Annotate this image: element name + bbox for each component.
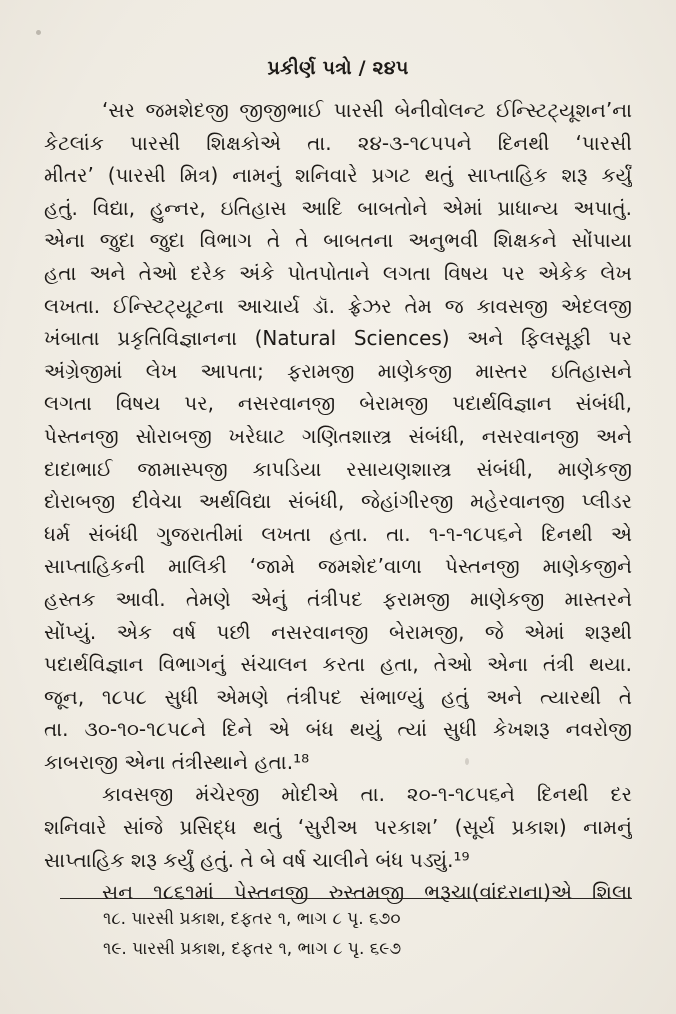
text-line: લખતા. ઈન્સ્ટિટ્યૂટના આચાર્ય ડૉ. ફ્રેઝર તેમ જ કાવસજી એદલજી xyxy=(44,293,632,318)
text-line: દોરાબજી દીવેચા અર્થવિદ્યા સંબંધી, જેહાંગીરજી મહેરવાનજી પ્લીડર xyxy=(44,489,632,514)
text-line: હતું. વિદ્યા, હુન્નર, ઇતિહાસ આદિ બાબતોને એમાં પ્રાધાન્ય અપાતું. xyxy=(44,195,632,220)
text-line: એના જુદા જુદા વિભાગ તે તે બાબતના અનુભવી શિક્ષકને સોંપાયા xyxy=(44,228,632,253)
footnotes xyxy=(103,904,623,964)
text-line: ધર્મ સંબંધી ગુજરાતીમાં લખતા હતા. તા. ૧-૧-૧૮૫૬ને દિનથી એ xyxy=(44,521,632,546)
text-line: અંગ્રેજીમાં લેખ આપતા; ફરામજી માણેકજી માસ્તર ઇતિહાસને xyxy=(44,358,632,383)
text-line: શનિવારે સાંજે પ્રસિદ્ધ થતું ‘સુરીઅ પરકાશ’ (સૂર્ય પ્રકાશ) નામનું xyxy=(44,815,632,840)
text-line: જૂન, ૧૮૫૮ સુધી એમણે તંત્રીપદ સંભાળ્યું હતું અને ત્યારથી તે xyxy=(44,684,632,709)
text-line: કેટલાંક પારસી શિક્ષકોએ તા. ૨૪-૩-૧૮૫૫ને દિનથી ‘પારસી xyxy=(44,130,632,155)
text-line: લગતા વિષય પર, નસરવાનજી બેરામજી પદાર્થવિજ્ઞાન સંબંધી, xyxy=(44,391,632,416)
text-line: હતા અને તેઓ દરેક અંકે પોતપોતાને લગતા વિષય પર એકેક લેખ xyxy=(44,260,632,285)
footnote-19: ૧૯. પારસી પ્રકાશ, દફતર ૧, ભાગ ૮ પૃ. ૬૯૭ xyxy=(103,939,402,959)
paragraph-1 xyxy=(44,94,632,778)
text-line: કાબરાજી એના તંત્રીસ્થાને હતા.¹⁸ xyxy=(44,749,310,774)
text-line: કાવસજી મંચેરજી મોદીએ તા. ૨૦-૧-૧૮૫૬ને દિનથી દર xyxy=(102,782,632,807)
paper-speck xyxy=(36,30,41,35)
text-line: સન ૧૮૬૧માં પેસ્તનજી રુસ્તમજી ભરૂચા(વાંદરાના)એ શિલા xyxy=(102,880,632,905)
paragraph-2 xyxy=(44,778,632,876)
text-line: હસ્તક આવી. તેમણે એનું તંત્રીપદ ફરામજી માણેકજી માસ્તરને xyxy=(44,586,632,611)
page-body xyxy=(44,94,632,909)
text-line: પદાર્થવિજ્ઞાન વિભાગનું સંચાલન કરતા હતા, તેઓ એના તંત્રી થયા. xyxy=(44,652,632,677)
page-header: પ્રકીર્ણ પત્રો / ૨૪૫ xyxy=(267,57,409,79)
text-line: તા. ૩૦-૧૦-૧૮૫૮ને દિને એ બંધ થયું ત્યાં સુધી કેખશરૂ નવરોજી xyxy=(44,717,632,742)
text-line: સાપ્તાહિક શરૂ કર્યું હતું. તે બે વર્ષ ચાલીને બંધ પડ્યું.¹⁹ xyxy=(44,847,470,872)
footnote-divider xyxy=(60,898,632,899)
text-line: સોંપ્યું. એક વર્ષ પછી નસરવાનજી બેરામજી, જે એમાં શરૂથી xyxy=(44,619,632,644)
text-line: દાદાભાઈ જામાસ્પજી કાપડિયા રસાયણશાસ્ત્ર સંબંધી, માણેકજી xyxy=(44,456,632,481)
text-line: મીતર’ (પારસી મિત્ર) નામનું શનિવારે પ્રગટ થતું સાપ્તાહિક શરૂ કર્યું xyxy=(44,163,632,188)
footnote-18: ૧૮. પારસી પ્રકાશ, દફતર ૧, ભાગ ૮ પૃ. ૬૭૦ xyxy=(103,909,401,929)
text-line: ખંબાતા પ્રકૃતિવિજ્ઞાનના (Natural Sciences) અને ફિલસૂફી પર xyxy=(44,326,632,351)
text-line: ‘સર જમશેદજી જીજીભાઈ પારસી બેનીવોલન્ટ ઈન્સ્ટિટ્યૂશન’ના xyxy=(102,98,632,122)
text-line: સાપ્તાહિકની માલિકી ‘જામે જમશેદ’વાળા પેસ્તનજી માણેકજીને xyxy=(44,554,632,579)
text-line: પેસ્તનજી સોરાબજી ખરેઘાટ ગણિતશાસ્ત્ર સંબંધી, નસરવાનજી અને xyxy=(44,423,632,448)
